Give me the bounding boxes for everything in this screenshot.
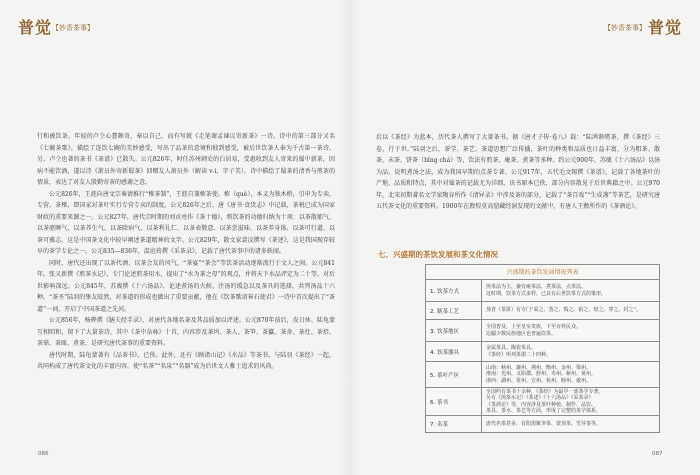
row-content-line: 浙西：湖州、常州、宣州、杭州、睦州、歙州。: [486, 377, 592, 384]
paragraph: 唐代时期，陆龟蒙著有《品茶书》，已佚。此外，还有《顾渚山记》《水品》等茶书，与陆羽《茶经》一起，共同构成了唐代茶文化的丰富内容，使“名茶”“名泉”“名器”成为后世文人雅士追求的风尚。: [37, 351, 335, 370]
table-title: 兴盛期的茶饮发展情况列表: [426, 265, 659, 280]
row-content-line: 唐代名茶甚多，有阳羡紫笋茶、蒙顶茶、雪芽茶等。: [486, 420, 602, 427]
row-content: [482, 388, 659, 415]
right-page-body: [376, 132, 660, 248]
section-heading: 七、兴盛期的茶饮发展和茶文化情况: [378, 250, 498, 259]
row-label: 7. 名茶: [426, 416, 482, 432]
page-number-left: 086: [38, 451, 49, 457]
paragraph: 公元826年，王涯向唐文宗奏请推行“榷茶制”，王涯自兼榷茶使。榷（què），本义为独木桥，引申为专卖、专营。茶榷，即国家对茶叶实行专营专卖的制度。公元826年之后，唐《唐书·食货志》中记载，茶税已成为国家财政的重要来源之一。公元827年，唐代宗时期的刘贞亮作《茶十德》，将饮茶的功德归纳为十项：以茶散郁气、以茶驱睡气、以茶养生气、以茶除病气、以茶利礼仁、以茶表敬意、以茶尝滋味、以茶养身体、以茶可行道、以茶可雅志，这是中国茶文化中较早阐述茶道精神的文字。公元829年，散文家裴汶撰写《茶述》，这是我国现存较早的茶学专论之一。公元835—836年，温庭筠撰《采茶录》，记载了唐代茶事中的诸多轶闻。: [37, 190, 335, 255]
table-row: [426, 320, 659, 342]
row-content-line: 另有《煎茶水记》《茶述》《十六汤品》《采茶录》: [486, 395, 594, 402]
paragraph: 行和被饮茶。年轻的卢仝心慧颇奇，奉以自己，而有写就《走笔谢孟谏议寄新茶》一诗。诗中的第三部分又名《七碗茶歌》，描绘了连饮七碗的美妙感受，写出了品茶的意境和独到感受，被后世饮茶人奉为千古第一茶诗。另，卢仝也著的茶书《茶谱》已散失。公元826年，时任苏州刺史的白居易，受惠收到友人寄来的蜀中新茶，因病不能饮酒，遂以诗《萧员外寄新蜀茶》回赠友人萧员外（解读 v-i，字子美），诗中描绘了蜀茶的清香与煎茶的情景，表达了对友人殷勤寄茶的感谢之意。: [37, 133, 335, 186]
paragraph: 后以《茶经》为蓝本，历代茶人撰写了大量茶书。据《唐才子传·卷八》载：“陆鸿渐嗜茶，撰《茶经》三卷，行于世。”陆羽之后，茶学、茶艺、茶道思想广泛传播，茶叶的种类和品质也日益丰富，分为粗茶、散茶、末茶、饼茶（bǐng chá）等，饮法有煎茶、庵茶、煮茶等多种。约公元900年，苏廙《十六汤品》以汤为品，说明煮汤之法，成为我国早期的点茶专著。公元917年，五代毛文锡撰《茶谱》，记载了各地茶叶的产地、品质和特点，其中对蜀茶的记载尤为详细，该书原本已佚，部分内容散见于后世典籍之中。公元970年，北宋初期著名文学家陶谷所作《清异录》中涉及茶的部分，记载了“茶百戏”“生成盏”等茶艺，是研究唐五代茶文化的重要资料。1900年在敦煌莫高窟藏经洞发现的文献中，有唐人王敷所作的《茶酒论》。: [376, 134, 660, 210]
table-row: [426, 416, 659, 432]
row-content-line: 全国约有茶书十余种，《茶经》为最早一部茶学专著，: [486, 388, 604, 395]
table-row: [426, 342, 659, 362]
row-content-line: 茶具、茶水、茶艺等方面，形成了完整的茶学体系。: [486, 407, 602, 414]
table-row: [426, 280, 659, 302]
row-content: [482, 280, 659, 301]
row-content-line: 这时期，饮茶方式多样，已具有后世饮茶方式的雏形。: [486, 290, 607, 297]
section-tag-right: 【妙香茶事】: [604, 24, 646, 32]
row-content-line: 山南：峡州、襄州、荆州、衡州、金州、梁州。: [486, 365, 592, 372]
row-content-line: 金属茶具、陶瓷茶具。: [486, 345, 537, 352]
section-tag-left: 【妙香茶事】: [52, 24, 94, 32]
row-content-line: 煎茶法为主，兼有庵茶法、煮茶法、点茶法。: [486, 284, 587, 291]
development-table: [425, 264, 660, 433]
row-content: [482, 320, 659, 341]
table-row: [426, 302, 659, 320]
row-content: [482, 416, 659, 432]
brand-logo-right: 普觉: [648, 18, 683, 37]
page-number-right: 087: [652, 451, 663, 457]
row-content: [482, 302, 659, 319]
row-label: 2. 制茶工艺: [426, 302, 482, 319]
paragraph: 同时，唐代还出现了以茶代酒、以茶会友的风气，“茶宴”“茶会”等饮茶活动逐渐流行于文人之间。公元841年，张又新撰《煎茶水记》，专门论述煎茶用水，提出了“水为茶之母”的观点，并将天下水品评定为二十等，对后世影响深远。公元845年，苏廙撰《十六汤品》，论述煮汤的火候、注汤的缓急以及茶具的选择，共列汤品十六种。“茶圣”陆羽的挚友皎然，对茶道的形成也做出了重要贡献，他在《饮茶歌诮崔石使君》一诗中首次提出了“茶道”一词，开启了中国茶道之先河。: [37, 259, 335, 313]
row-content-line: 淮南：光州、义阳郡、舒州、寿州、蕲州、黄州。: [486, 371, 597, 378]
table-row: [426, 388, 659, 416]
row-label: 4. 饮茶器具: [426, 342, 482, 361]
row-content-line: 《茶经》所列茶器二十四种。: [486, 351, 552, 358]
row-content-line: 蒸青（茶饼）有专门“采之、蒸之、捣之、拍之、焙之、穿之、封之”。: [486, 307, 642, 314]
row-label: 1. 饮茶方式: [426, 280, 482, 301]
row-content: [482, 362, 659, 387]
row-content-line: 边疆少数民族地区也普遍饮茶。: [486, 330, 557, 337]
row-label: 5. 茶叶产区: [426, 362, 482, 387]
paragraph: 公元856年，杨晔撰《膳夫经手录》，对唐代各地名茶及其品质加以评述。公元870年前后，皮日休、陆龟蒙互相唱和，留下了大量茶诗，其中《茶中杂咏》十首，内容涉及茶坞、茶人、茶笋、茶籯、茶舍、茶灶、茶焙、茶鼎、茶瓯、煮茶，是研究唐代茶事的重要资料。: [37, 317, 335, 347]
row-content: [482, 342, 659, 361]
brand-logo-left: 普觉: [18, 18, 53, 37]
row-content-line: 全国普及，上至皇室贵族，下至百姓民众。: [486, 324, 582, 331]
left-page-body: [37, 131, 335, 443]
table-row: [426, 362, 659, 388]
row-content-line: 《茶酒论》等，内容涉及茶叶种植、制作、品饮、: [486, 401, 597, 408]
page-gutter: [338, 0, 362, 475]
row-label: 3. 饮茶地区: [426, 320, 482, 341]
row-label: 6. 茶书: [426, 388, 482, 415]
